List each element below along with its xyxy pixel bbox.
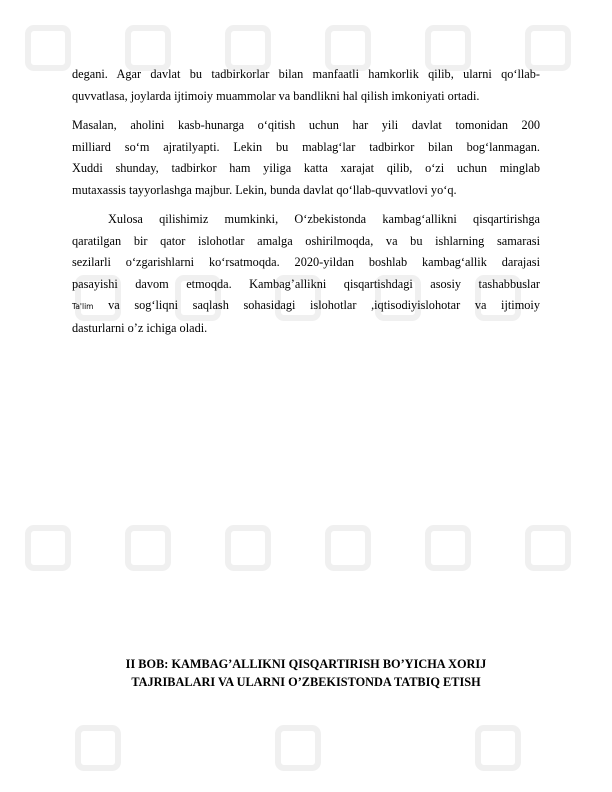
- text-line: dasturlarni o’z ichiga oladi.: [72, 320, 208, 335]
- text-line: qaratilgan bir qator islohotlar amalga oshirilmoqda, va bu ishlarning samarasi: [72, 233, 540, 248]
- text-line: milliard so‘m ajratilyapti. Lekin bu mablag‘lar tadbirkor bilan bog‘lanmagan.: [72, 139, 540, 154]
- text-line: Xulosa qilishimiz mumkinki, O‘zbekistonda kambag‘allikni qisqartirishga: [108, 212, 540, 226]
- paragraph-conclusion: [72, 209, 540, 339]
- text-line: quvvatlasa, joylarda ijtimoiy muammolar va bandlikni hal qilish imkoniyati ortadi.: [72, 88, 480, 103]
- paragraph-example: [72, 115, 540, 201]
- text-line: pasayishi davom etmoqda. Kambag’allikni qisqartishdagi asosiy tashabbuslar: [72, 276, 540, 291]
- small-word: Ta'lim: [72, 302, 94, 311]
- text-fragment: va sog‘liqni saqlash sohasidagi islohotlar ,iqtisodiyislohotar va ijtimoiy: [108, 298, 540, 312]
- chapter-heading-line: II BOB: KAMBAG’ALLIKNI QISQARTIRISH BO’YICHA XORIJ: [125, 657, 487, 671]
- text-line: Xuddi shunday, tadbirkor ham yiliga katta xarajat qilib, o‘zi uchun minglab: [72, 161, 540, 175]
- chapter-heading: [72, 655, 540, 691]
- text-line: degani. Agar davlat bu tadbirkorlar bilan manfaatli hamkorlik qilib, ularni qo‘llab-: [72, 67, 540, 81]
- text-line: [72, 295, 540, 318]
- paragraph-continuation: [72, 64, 540, 107]
- document-page: [72, 64, 540, 339]
- text-line: mutaxassis tayyorlashga majbur. Lekin, bunda davlat qo‘llab-quvvatlovi yo‘q.: [72, 182, 457, 197]
- text-line: Masalan, aholini kasb-hunarga o‘qitish uchun har yili davlat tomonidan 200: [72, 118, 540, 132]
- text-line: sezilarli o‘zgarishlarni ko‘rsatmoqda. 2020-yildan boshlab kambag‘allik darajasi: [72, 255, 540, 269]
- chapter-heading-line: TAJRIBALARI VA ULARNI O’ZBEKISTONDA TATBIQ ETISH: [131, 675, 481, 689]
